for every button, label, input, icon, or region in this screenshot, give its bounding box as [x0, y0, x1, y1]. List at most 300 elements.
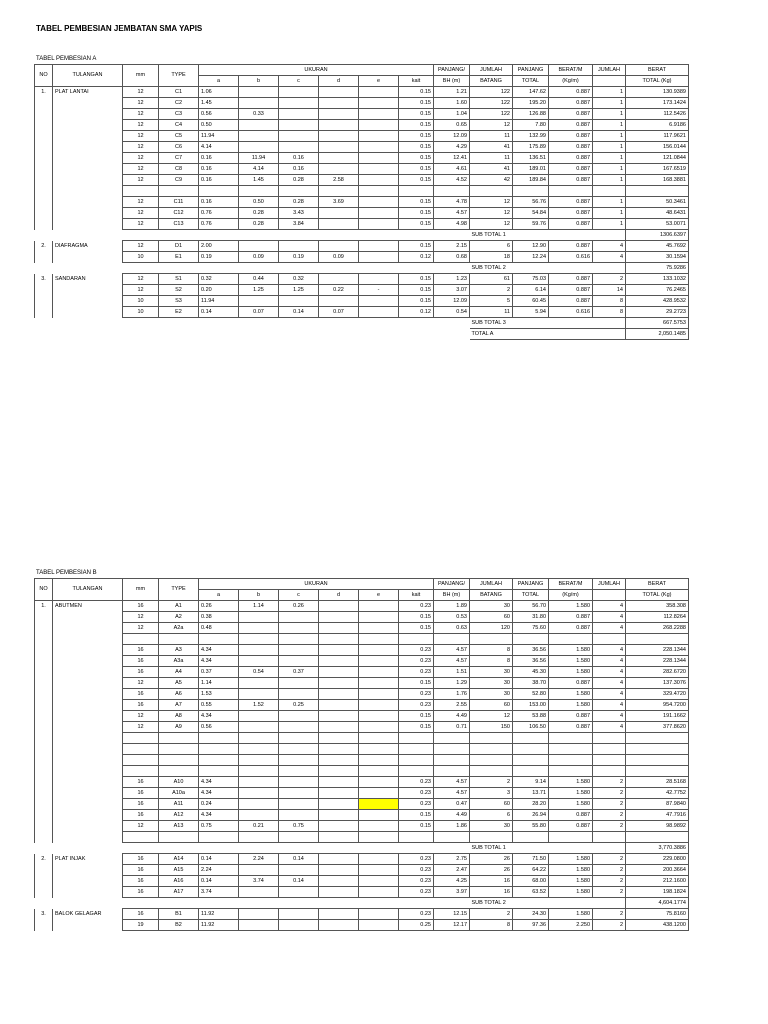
cell-bt: [626, 634, 689, 645]
cell-pt: [513, 832, 549, 843]
cell-j: 1: [593, 98, 626, 109]
table-row: [35, 689, 689, 700]
cell-kait: 0.15: [399, 87, 434, 98]
cell-d: [319, 634, 359, 645]
cell-bm: 0.887: [549, 98, 593, 109]
cell-c: [279, 296, 319, 307]
table-a-caption: TABEL PEMBESIAN A: [36, 56, 97, 62]
cell-kait: [399, 733, 434, 744]
cell-no: [35, 744, 53, 755]
cell-c: [279, 87, 319, 98]
cell-d: [319, 876, 359, 887]
header-berat2: BERAT: [626, 579, 689, 590]
cell-e: [359, 208, 399, 219]
cell-mm: 12: [123, 109, 159, 120]
cell-mm: 12: [123, 208, 159, 219]
cell-d: [319, 920, 359, 931]
cell-b: [239, 810, 279, 821]
cell-a: 0.38: [199, 612, 239, 623]
cell-no: [35, 252, 53, 263]
cell-jb: 6: [470, 241, 513, 252]
cell-e: [359, 821, 399, 832]
cell-type: C4: [159, 120, 199, 131]
cell-type: E1: [159, 252, 199, 263]
cell-e: [359, 711, 399, 722]
cell-bm: 1.580: [549, 667, 593, 678]
subtotal-label: SUB TOTAL 2: [470, 898, 626, 909]
cell-d: 0.22: [319, 285, 359, 296]
cell-no: [35, 810, 53, 821]
cell-kait: 0.23: [399, 700, 434, 711]
cell-b: [239, 87, 279, 98]
cell-jb: [470, 766, 513, 777]
cell-type: A2a: [159, 623, 199, 634]
cell-bm: 0.616: [549, 307, 593, 318]
header-jumlah1: JUMLAH: [470, 579, 513, 590]
table-row: [35, 164, 689, 175]
cell-a: 0.14: [199, 307, 239, 318]
cell-kait: [399, 766, 434, 777]
cell-b: [239, 612, 279, 623]
cell-bm: [549, 744, 593, 755]
cell-pt: 56.76: [513, 197, 549, 208]
cell-pbh: 4.52: [434, 175, 470, 186]
cell-jb: 150: [470, 722, 513, 733]
cell-e: [359, 241, 399, 252]
table-row: [35, 854, 689, 865]
cell-mm: 16: [123, 909, 159, 920]
cell-pt: 71.50: [513, 854, 549, 865]
cell-pt: 55.80: [513, 821, 549, 832]
cell-bm: 0.887: [549, 164, 593, 175]
rebar-table-b: [34, 578, 689, 931]
cell-j: 2: [593, 274, 626, 285]
cell-c: 0.75: [279, 821, 319, 832]
cell-jb: [470, 634, 513, 645]
cell-j: 2: [593, 876, 626, 887]
cell-bt: 6.9186: [626, 120, 689, 131]
header-berat1b: (Kg/m): [549, 590, 593, 601]
cell-blank: [35, 329, 470, 340]
cell-bt: 112.5426: [626, 109, 689, 120]
cell-bt: 212.1600: [626, 876, 689, 887]
cell-tul: PLAT INJAK: [53, 854, 123, 865]
cell-kait: 0.23: [399, 887, 434, 898]
cell-b: 0.50: [239, 197, 279, 208]
cell-j: 14: [593, 285, 626, 296]
cell-pt: [513, 755, 549, 766]
cell-a: 1.45: [199, 98, 239, 109]
header-c: c: [279, 76, 319, 87]
cell-jb: 42: [470, 175, 513, 186]
cell-bm: 1.580: [549, 909, 593, 920]
cell-kait: [399, 186, 434, 197]
cell-type: [159, 832, 199, 843]
cell-kait: [399, 755, 434, 766]
cell-d: [319, 788, 359, 799]
cell-bt: 377.8620: [626, 722, 689, 733]
cell-kait: 0.15: [399, 219, 434, 230]
cell-jb: 5: [470, 296, 513, 307]
total-value: 2,050.1485: [626, 329, 689, 340]
cell-tul: [53, 832, 123, 843]
cell-j: 1: [593, 208, 626, 219]
header-berat1: BERAT/M: [549, 579, 593, 590]
cell-kait: 0.15: [399, 175, 434, 186]
subtotal-row: [35, 230, 689, 241]
cell-c: 0.26: [279, 601, 319, 612]
cell-type: S3: [159, 296, 199, 307]
cell-j: 1: [593, 120, 626, 131]
cell-bm: 0.887: [549, 87, 593, 98]
cell-kait: 0.15: [399, 612, 434, 623]
document-title: TABEL PEMBESIAN JEMBATAN SMA YAPIS: [36, 24, 203, 33]
cell-c: [279, 766, 319, 777]
cell-mm: 12: [123, 623, 159, 634]
cell-bt: [626, 744, 689, 755]
cell-pbh: 1.23: [434, 274, 470, 285]
cell-d: [319, 722, 359, 733]
cell-kait: [399, 744, 434, 755]
cell-c: 0.32: [279, 274, 319, 285]
cell-kait: 0.25: [399, 920, 434, 931]
header-row: [35, 579, 689, 590]
cell-bt: [626, 755, 689, 766]
cell-c: [279, 623, 319, 634]
cell-a: 11.92: [199, 909, 239, 920]
cell-b: 2.24: [239, 854, 279, 865]
cell-c: [279, 120, 319, 131]
cell-mm: [123, 733, 159, 744]
cell-kait: 0.15: [399, 722, 434, 733]
cell-bt: 112.8264: [626, 612, 689, 623]
cell-blank: [35, 230, 470, 241]
cell-pt: 52.80: [513, 689, 549, 700]
cell-no: [35, 153, 53, 164]
cell-tul: [53, 142, 123, 153]
cell-d: 0.07: [319, 307, 359, 318]
header-jumlah1b: BATANG: [470, 590, 513, 601]
cell-bt: 168.3881: [626, 175, 689, 186]
cell-b: 1.14: [239, 601, 279, 612]
header-d: d: [319, 76, 359, 87]
cell-bt: 228.1344: [626, 645, 689, 656]
cell-tul: [53, 788, 123, 799]
cell-j: 1: [593, 87, 626, 98]
cell-tul: [53, 120, 123, 131]
cell-a: 0.16: [199, 164, 239, 175]
cell-kait: 0.15: [399, 120, 434, 131]
cell-e: [359, 909, 399, 920]
total-row: [35, 329, 689, 340]
cell-b: [239, 131, 279, 142]
cell-j: 2: [593, 788, 626, 799]
cell-d: [319, 744, 359, 755]
cell-pt: [513, 744, 549, 755]
cell-kait: [399, 634, 434, 645]
cell-pt: 45.30: [513, 667, 549, 678]
header-kait: kait: [399, 590, 434, 601]
cell-jb: [470, 832, 513, 843]
cell-pt: 97.36: [513, 920, 549, 931]
cell-bm: 0.887: [549, 722, 593, 733]
cell-jb: 41: [470, 164, 513, 175]
table-row: [35, 612, 689, 623]
cell-bm: 1.580: [549, 645, 593, 656]
cell-bt: 121.0844: [626, 153, 689, 164]
cell-kait: 0.15: [399, 821, 434, 832]
header-e: e: [359, 590, 399, 601]
cell-c: [279, 810, 319, 821]
cell-no: [35, 667, 53, 678]
cell-no: [35, 777, 53, 788]
cell-pbh: 4.49: [434, 810, 470, 821]
cell-no: [35, 700, 53, 711]
cell-a: 2.24: [199, 865, 239, 876]
cell-e: [359, 744, 399, 755]
cell-mm: 12: [123, 175, 159, 186]
cell-pbh: 12.09: [434, 131, 470, 142]
cell-d: [319, 153, 359, 164]
cell-pt: 26.94: [513, 810, 549, 821]
cell-type: A14: [159, 854, 199, 865]
cell-b: [239, 634, 279, 645]
subtotal-row: [35, 843, 689, 854]
cell-no: [35, 920, 53, 931]
cell-pbh: 4.57: [434, 788, 470, 799]
cell-bm: 1.580: [549, 788, 593, 799]
cell-mm: 16: [123, 810, 159, 821]
cell-jb: 61: [470, 274, 513, 285]
cell-pt: 13.71: [513, 788, 549, 799]
cell-jb: 8: [470, 645, 513, 656]
cell-mm: [123, 744, 159, 755]
cell-d: [319, 219, 359, 230]
cell-b: [239, 832, 279, 843]
cell-bt: 42.7752: [626, 788, 689, 799]
cell-kait: 0.15: [399, 296, 434, 307]
subtotal-row: [35, 898, 689, 909]
cell-pt: 64.22: [513, 865, 549, 876]
table-row: [35, 219, 689, 230]
cell-e: [359, 876, 399, 887]
cell-pt: 36.56: [513, 645, 549, 656]
cell-c: [279, 656, 319, 667]
cell-c: [279, 131, 319, 142]
cell-tul: [53, 755, 123, 766]
cell-mm: 12: [123, 285, 159, 296]
cell-j: 1: [593, 131, 626, 142]
cell-d: [319, 142, 359, 153]
cell-jb: [470, 733, 513, 744]
cell-d: 3.69: [319, 197, 359, 208]
cell-type: [159, 733, 199, 744]
cell-tul: [53, 887, 123, 898]
cell-bt: 329.4720: [626, 689, 689, 700]
cell-no: [35, 186, 53, 197]
cell-jb: 122: [470, 109, 513, 120]
cell-a: [199, 733, 239, 744]
cell-pbh: 2.15: [434, 241, 470, 252]
cell-a: 4.14: [199, 142, 239, 153]
total-label: TOTAL A: [470, 329, 626, 340]
table-row: [35, 208, 689, 219]
cell-jb: 12: [470, 197, 513, 208]
cell-pbh: 2.75: [434, 854, 470, 865]
cell-a: 11.94: [199, 131, 239, 142]
cell-jb: 30: [470, 601, 513, 612]
cell-mm: 16: [123, 799, 159, 810]
cell-pbh: 2.55: [434, 700, 470, 711]
table-row: [35, 788, 689, 799]
cell-pt: [513, 186, 549, 197]
cell-jb: 8: [470, 920, 513, 931]
cell-c: [279, 711, 319, 722]
cell-bt: 53.0071: [626, 219, 689, 230]
cell-a: 0.16: [199, 175, 239, 186]
table-row: [35, 307, 689, 318]
table-row: [35, 131, 689, 142]
cell-c: [279, 645, 319, 656]
cell-c: 3.43: [279, 208, 319, 219]
cell-kait: 0.15: [399, 274, 434, 285]
cell-kait: 0.15: [399, 142, 434, 153]
cell-jb: 122: [470, 87, 513, 98]
cell-a: 0.50: [199, 120, 239, 131]
cell-pt: 195.20: [513, 98, 549, 109]
cell-mm: 12: [123, 153, 159, 164]
cell-mm: 10: [123, 252, 159, 263]
table-row: [35, 865, 689, 876]
cell-d: [319, 296, 359, 307]
cell-jb: 16: [470, 887, 513, 898]
cell-bm: 0.616: [549, 252, 593, 263]
cell-e: [359, 623, 399, 634]
cell-mm: 12: [123, 821, 159, 832]
cell-pbh: 0.54: [434, 307, 470, 318]
header-e: e: [359, 76, 399, 87]
cell-b: 1.25: [239, 285, 279, 296]
cell-b: [239, 645, 279, 656]
cell-tul: [53, 623, 123, 634]
blank-row: [35, 744, 689, 755]
cell-no: [35, 164, 53, 175]
cell-no: 1.: [35, 601, 53, 612]
cell-j: [593, 634, 626, 645]
cell-e: [359, 865, 399, 876]
cell-type: A6: [159, 689, 199, 700]
cell-bt: 954.7200: [626, 700, 689, 711]
cell-e: [359, 131, 399, 142]
cell-bt: 156.0144: [626, 142, 689, 153]
cell-a: 0.37: [199, 667, 239, 678]
cell-no: [35, 887, 53, 898]
cell-e: [359, 689, 399, 700]
cell-type: [159, 634, 199, 645]
cell-e: [359, 601, 399, 612]
cell-jb: 16: [470, 876, 513, 887]
table-row: [35, 909, 689, 920]
cell-no: [35, 120, 53, 131]
cell-pt: 189.84: [513, 175, 549, 186]
cell-mm: 16: [123, 601, 159, 612]
cell-kait: 0.15: [399, 109, 434, 120]
cell-b: 0.21: [239, 821, 279, 832]
cell-pbh: [434, 634, 470, 645]
header-jumlah2: JUMLAH: [593, 579, 626, 590]
cell-c: [279, 186, 319, 197]
cell-e: [359, 296, 399, 307]
header-panjang1b: BH (m): [434, 76, 470, 87]
cell-d: [319, 164, 359, 175]
cell-no: [35, 799, 53, 810]
cell-pt: 7.80: [513, 120, 549, 131]
cell-b: 0.33: [239, 109, 279, 120]
cell-j: 4: [593, 645, 626, 656]
cell-pbh: 12.17: [434, 920, 470, 931]
cell-b: [239, 296, 279, 307]
header-panjang1: PANJANG/: [434, 579, 470, 590]
cell-tul: [53, 810, 123, 821]
cell-a: 11.92: [199, 920, 239, 931]
cell-e: [359, 307, 399, 318]
cell-type: D1: [159, 241, 199, 252]
cell-j: 2: [593, 887, 626, 898]
cell-kait: 0.23: [399, 689, 434, 700]
cell-e: [359, 634, 399, 645]
cell-bm: 1.580: [549, 601, 593, 612]
cell-jb: 2: [470, 777, 513, 788]
cell-blank: [35, 263, 470, 274]
cell-pbh: 0.71: [434, 722, 470, 733]
cell-j: 4: [593, 722, 626, 733]
cell-e: [359, 186, 399, 197]
cell-type: C5: [159, 131, 199, 142]
cell-bm: 0.887: [549, 678, 593, 689]
header-a: a: [199, 76, 239, 87]
table-row: [35, 87, 689, 98]
cell-mm: [123, 634, 159, 645]
cell-b: 4.14: [239, 164, 279, 175]
cell-pt: 31.80: [513, 612, 549, 623]
cell-bt: 75.8160: [626, 909, 689, 920]
cell-no: [35, 131, 53, 142]
cell-bm: 1.580: [549, 700, 593, 711]
cell-pbh: 1.89: [434, 601, 470, 612]
cell-mm: 12: [123, 120, 159, 131]
cell-tul: [53, 821, 123, 832]
cell-bt: 200.3664: [626, 865, 689, 876]
cell-c: [279, 612, 319, 623]
cell-d: [319, 241, 359, 252]
cell-a: 0.14: [199, 854, 239, 865]
table-row: [35, 252, 689, 263]
cell-bm: 0.887: [549, 120, 593, 131]
cell-e: [359, 164, 399, 175]
cell-d: [319, 832, 359, 843]
cell-b: [239, 733, 279, 744]
cell-j: 1: [593, 109, 626, 120]
cell-pt: 60.45: [513, 296, 549, 307]
cell-bt: 47.7916: [626, 810, 689, 821]
cell-a: 0.19: [199, 252, 239, 263]
cell-e: [359, 252, 399, 263]
cell-e: [359, 832, 399, 843]
cell-tul: ABUTMEN: [53, 601, 123, 612]
cell-no: [35, 285, 53, 296]
cell-pbh: 3.97: [434, 887, 470, 898]
cell-e: [359, 142, 399, 153]
